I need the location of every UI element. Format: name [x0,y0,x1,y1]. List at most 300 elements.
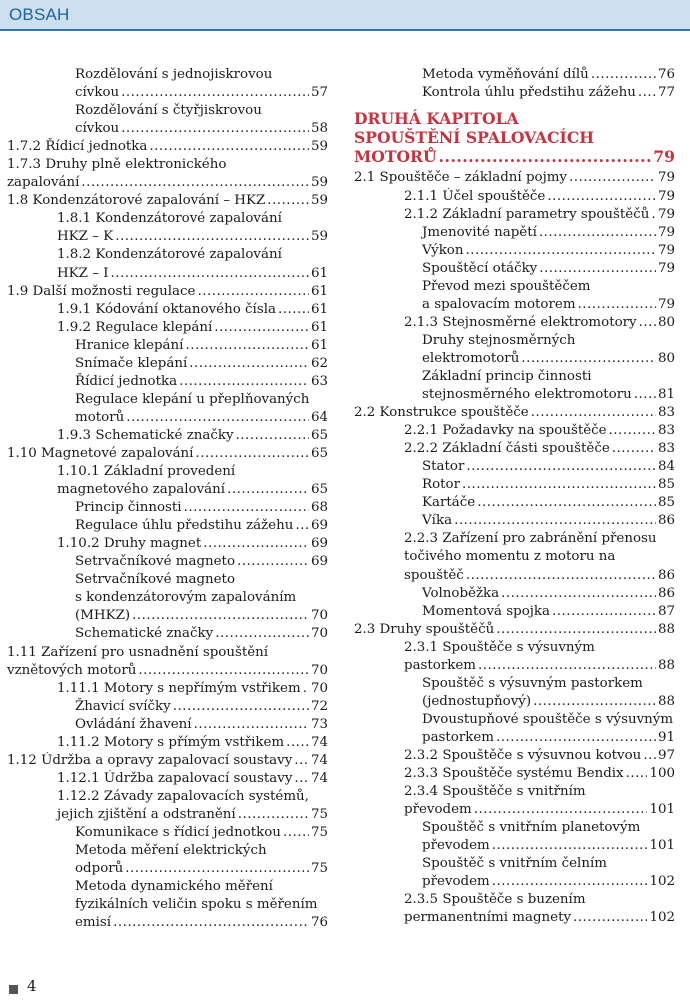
toc-entry[interactable] [354,206,675,224]
toc-entry[interactable] [354,242,675,260]
leader-dots [634,386,656,404]
toc-entry-page: 85 [657,495,675,511]
header-bar [0,0,690,29]
leader-dots [113,914,309,932]
chapter-page-number: 79 [653,146,675,166]
toc-entry-title: Metoda vyměňování dílů [422,67,589,82]
toc-entry [7,644,328,662]
toc-entry[interactable] [354,801,675,819]
leader-dots [474,801,648,819]
chapter-heading-line-1[interactable]: DRUHÁ KAPITOLA [354,109,519,129]
leader-dots [533,693,656,711]
toc-entry[interactable] [7,824,328,842]
toc-entry-title: Ovládání žhavení [75,716,192,732]
toc-entry [7,878,328,896]
toc-entry-title: pastorkem [404,657,477,673]
toc-entry-page: 68 [310,500,328,516]
toc-entry-page: 83 [657,441,675,457]
toc-entry-title: Dvoustupňové spouštěče s výsuvným [422,711,674,727]
toc-entry-page: 59 [310,193,328,209]
toc-entry-page: 79 [657,260,675,276]
leader-dots [439,148,652,167]
toc-left-column [7,66,328,932]
toc-entry [7,391,328,409]
toc-entry-page: 63 [310,373,328,389]
leader-dots [612,440,656,458]
toc-entry[interactable] [354,440,675,458]
toc-entry-page: 91 [657,729,675,745]
toc-entry-title: spouštěč [404,567,464,583]
leader-dots [521,350,656,368]
toc-entry-title: a spalovacím motorem [422,296,576,312]
footer-square-icon [9,985,18,994]
toc-entry [7,66,328,84]
leader-dots [466,242,656,260]
toc-entry-page: 61 [310,319,328,335]
toc-entry-page: 64 [310,409,328,425]
toc-entry-page: 86 [657,513,675,529]
toc-entry-page: 61 [310,301,328,317]
toc-entry[interactable] [354,458,675,476]
toc-entry-page: 69 [310,536,328,552]
toc-entry[interactable] [7,914,328,932]
toc-entry-page: 72 [310,698,328,714]
toc-entry-title: Spouštěč s vnitřním planetovým [422,820,641,836]
toc-entry-title: Druhy stejnosměrných [422,332,576,348]
toc-entry-title: elektromotorů [422,350,520,366]
toc-entry-page: 62 [310,355,328,371]
toc-entry[interactable] [354,729,675,747]
toc-entry-title: Setrvačníkové magneto [75,554,236,570]
chapter-heading-text: MOTORŮ [354,146,437,166]
toc-entry-title: Volnoběžka [422,585,500,601]
toc-entry-page: 57 [310,85,328,101]
leader-dots [149,138,309,156]
toc-entry[interactable] [7,283,328,301]
toc-entry-page: 100 [649,766,675,782]
toc-entry-title: 1.7.3 Druhy plně elektronického [7,157,227,173]
toc-entry-title: 1.12.2 Závady zapalovacích systémů, [57,788,309,804]
toc-entry[interactable] [7,716,328,734]
toc-entry-page: 87 [657,603,675,619]
toc-entry-page: 97 [657,747,675,763]
toc-entry[interactable] [354,765,675,783]
leader-dots [214,319,309,337]
toc-entry-title: Schematické značky [75,626,214,642]
toc-entry-title: stejnosměrného elektromotoru [422,387,632,403]
leader-dots [125,860,309,878]
toc-entry-page: 86 [657,567,675,583]
toc-entry [7,896,328,914]
toc-entry[interactable] [354,314,675,332]
toc-entry-page: 79 [657,188,675,204]
leader-dots [591,66,656,84]
header-divider [0,29,690,31]
leader-dots [227,481,309,499]
leader-dots [283,824,309,842]
leader-dots [115,228,309,246]
toc-entry[interactable] [7,228,328,246]
toc-entry-page: 88 [657,621,675,637]
toc-entry [7,788,328,806]
toc-entry[interactable] [354,386,675,404]
toc-entry-page: 70 [310,680,328,696]
leader-dots [578,296,656,314]
toc-entry-page: 61 [310,283,328,299]
toc-entry[interactable] [7,138,328,156]
toc-entry[interactable] [7,481,328,499]
leader-dots [278,301,309,319]
toc-entry-title: HKZ – K [57,229,114,245]
toc-entry [7,842,328,860]
toc-entry[interactable] [7,770,328,788]
toc-entry[interactable] [354,188,675,206]
leader-dots [496,729,656,747]
toc-entry-title: 1.8 Kondenzátorové zapalování – HKZ [7,193,266,209]
toc-entry[interactable] [7,806,328,824]
toc-entry-title: cívkou [75,121,120,137]
toc-entry-title: Převod mezi spouštěčem [422,278,591,294]
toc-entry-title: 2.3.3 Spouštěče systému Bendix [404,766,624,782]
toc-entry[interactable] [354,512,675,530]
toc-entry[interactable] [354,350,675,368]
toc-entry[interactable] [7,734,328,752]
toc-entry-title: točivého momentu z motoru na [404,549,616,565]
toc-entry[interactable] [354,476,675,494]
toc-entry[interactable] [7,427,328,445]
toc-entry[interactable] [7,174,328,192]
toc-entry-title: Řídicí jednotka [75,373,178,389]
leader-dots [643,747,656,765]
toc-entry[interactable] [354,169,675,187]
toc-entry-title: 1.10.2 Druhy magnet [57,536,202,552]
leader-dots [466,458,656,476]
toc-entry-title: (MHKZ) [75,608,131,624]
toc-entry-title: Spouštěč s vnitřním čelním [422,856,607,872]
toc-entry-title: Snímače klepání [75,355,188,371]
toc-entry[interactable] [354,494,675,512]
toc-entry[interactable] [7,752,328,770]
toc-entry-title: 2.1.1 Účel spouštěče [404,188,546,204]
toc-entry-title: s kondenzátorovým zapalováním [75,590,297,606]
leader-dots [267,192,309,210]
toc-entry-title: 2.3.5 Spouštěče s buzením [404,892,586,908]
leader-dots [573,909,647,927]
leader-dots [195,445,308,463]
toc-entry [354,368,675,386]
toc-entry-title: Momentová spojka [422,603,551,619]
toc-entry-page: 76 [310,915,328,931]
toc-entry [354,548,675,566]
toc-entry-title: 2.1.3 Stejnosměrné elektromotory [404,314,637,330]
toc-entry-title: Metoda dynamického měření [75,879,273,895]
toc-entry-page: 88 [657,657,675,673]
toc-entry-title: Rozdělování s jednojiskrovou [75,67,273,82]
toc-entry [354,639,675,657]
toc-entry-page: 77 [657,85,675,101]
leader-dots [501,585,656,603]
toc-entry-title: převodem [422,874,490,890]
toc-entry[interactable] [354,585,675,603]
toc-entry[interactable] [7,662,328,680]
toc-entry[interactable] [354,224,675,242]
leader-dots [531,404,656,422]
toc-entry[interactable] [7,535,328,553]
toc-entry-title: Komunikace s řídicí jednotkou [75,824,281,840]
toc-entry [7,102,328,120]
toc-entry-page: 61 [310,265,328,281]
leader-dots [179,373,309,391]
leader-dots [126,409,309,427]
leader-dots [189,355,309,373]
toc-entry-title: 2.2.3 Zařízení pro zabránění přenosu [404,531,657,547]
leader-dots [539,224,656,242]
toc-entry[interactable] [7,373,328,391]
toc-entry [354,891,675,909]
leader-dots [81,174,309,192]
toc-entry-page: 80 [657,350,675,366]
toc-entry-title: Kartáče [422,495,476,511]
toc-entry-page: 85 [657,477,675,493]
toc-entry [354,855,675,873]
toc-entry-page: 79 [657,170,675,186]
toc-entry-page: 75 [310,806,328,822]
toc-entry-title: 2.3.4 Spouštěče s vnitřním [404,784,586,800]
toc-entry-page: 75 [310,824,328,840]
leader-dots [184,499,309,517]
leader-dots [294,770,309,788]
leader-dots [294,752,309,770]
toc-entry[interactable] [7,120,328,138]
leader-dots [547,188,656,206]
toc-entry-page: 73 [310,716,328,732]
toc-entry [354,783,675,801]
toc-entry-title: Metoda měření elektrických [75,843,267,859]
toc-entry-title: 1.9 Další možnosti regulace [7,283,196,299]
toc-entry-title: převodem [422,838,490,854]
toc-entry-title: 2.2.1 Požadavky na spouštěče [404,423,607,439]
leader-dots [496,621,656,639]
toc-entry [7,571,328,589]
leader-dots [238,806,309,824]
toc-entry-title: Stator [422,459,465,475]
toc-entry-page: 101 [649,838,675,854]
toc-entry-page: 88 [657,693,675,709]
toc-entry[interactable] [7,860,328,878]
toc-entry-title: 2.3.1 Spouštěče s výsuvným [404,639,595,655]
toc-entry[interactable] [354,657,675,675]
toc-entry[interactable] [7,355,328,373]
toc-entry-title: Rotor [422,477,460,493]
toc-right-column [354,66,675,927]
toc-entry [7,156,328,174]
toc-entry-page: 79 [657,206,675,222]
toc-entry-title: Spouštěč s výsuvným pastorkem [422,675,643,691]
leader-dots [132,607,309,625]
toc-entry[interactable] [354,747,675,765]
toc-entry[interactable] [7,409,328,427]
toc-entry-title: Rozdělování s čtyřjiskrovou [75,103,262,119]
toc-entry [354,278,675,296]
toc-entry-title: vznětových motorů [7,662,137,678]
toc-entry-page: 76 [657,67,675,82]
toc-entry [7,210,328,228]
toc-entry-title: 2.3 Druhy spouštěčů [354,621,495,637]
toc-entry-page: 83 [657,423,675,439]
leader-dots [295,517,309,535]
toc-entry-page: 79 [657,242,675,258]
toc-entry[interactable] [354,404,675,422]
toc-entry[interactable] [7,192,328,210]
leader-dots [236,427,309,445]
toc-entry [354,675,675,693]
toc-entry-page: 84 [657,459,675,475]
toc-entry[interactable] [354,66,675,84]
toc-entry [7,246,328,264]
toc-entry-title: 1.7.2 Řídicí jednotka [7,139,148,155]
toc-entry[interactable] [354,621,675,639]
toc-entry-page: 86 [657,585,675,601]
leader-dots [121,84,309,102]
toc-entry [354,819,675,837]
toc-entry[interactable] [354,837,675,855]
leader-dots [454,512,656,530]
toc-entry[interactable] [7,265,328,283]
toc-entry-page: 79 [657,224,675,240]
toc-entry-title: pastorkem [422,729,495,745]
toc-entry-title: magnetového zapalování [57,482,226,498]
leader-dots [121,120,309,138]
toc-entry[interactable] [354,84,675,102]
toc-entry-title: 1.11.1 Motory s nepřímým vstřikem [57,680,301,696]
toc-entry-title: 1.12.1 Údržba zapalovací soustavy [57,770,293,786]
toc-entry-title: Výkon [422,242,464,258]
chapter-heading-line-2[interactable]: SPOUŠTĚNÍ SPALOVACÍCH [354,127,594,147]
toc-entry-title: Regulace úhlu předstihu zážehu [75,518,294,534]
leader-dots [237,553,309,571]
toc-entry-page: 75 [310,861,328,877]
toc-entry-title: 1.10 Magnetové zapalování [7,445,194,461]
toc-entry-title: 1.9.2 Regulace klepání [57,319,213,335]
toc-entry-page: 61 [310,337,328,353]
toc-entry[interactable] [7,337,328,355]
leader-dots [477,494,656,512]
leader-dots [173,698,309,716]
toc-entry-title: Princip činnosti [75,500,182,516]
toc-entry[interactable] [7,698,328,716]
toc-entry[interactable] [354,422,675,440]
toc-entry-page: 102 [649,874,675,890]
toc-entry[interactable] [7,517,328,535]
toc-entry-page: 69 [310,518,328,534]
leader-dots [203,535,309,553]
leader-dots [138,662,309,680]
toc-entry-title: Žhavicí svíčky [75,698,171,714]
toc-entry-title: emisí [75,915,112,931]
toc-entry [354,332,675,350]
toc-entry[interactable] [354,260,675,278]
toc-entry[interactable] [7,499,328,517]
toc-entry-title: 2.1 Spouštěče – základní pojmy [354,170,567,186]
toc-entry-title: 1.8.1 Kondenzátorové zapalování [57,211,282,227]
toc-entry-title: 1.9.1 Kódování oktanového čísla [57,301,276,317]
toc-entry[interactable] [7,445,328,463]
leader-dots [197,283,308,301]
toc-entry-title: Spouštěcí otáčky [422,260,538,276]
toc-entry-page: 65 [310,445,328,461]
toc-entry [354,530,675,548]
toc-entry-page: 69 [310,554,328,570]
toc-entry[interactable] [354,693,675,711]
leader-dots [194,716,309,734]
toc-entry-title: 2.2 Konstrukce spouštěče [354,405,529,421]
page-number: 4 [27,977,37,995]
toc-entry-page: 81 [657,387,675,403]
toc-entry[interactable] [7,553,328,571]
leader-dots [185,337,309,355]
toc-entry[interactable] [354,909,675,927]
leader-dots [303,680,309,698]
leader-dots [639,314,656,332]
toc-entry-page: 102 [649,910,675,926]
toc-entry-page: 83 [657,405,675,421]
leader-dots [215,625,309,643]
toc-entry[interactable] [7,319,328,337]
toc-entry-page: 59 [310,229,328,245]
page-header-title: OBSAH [9,5,70,24]
toc-entry-title: Kontrola úhlu předstihu zážehu [422,85,636,101]
toc-entry-title: zapalování [7,175,80,191]
leader-dots [492,873,648,891]
leader-dots [609,422,656,440]
toc-entry-title: motorů [75,409,125,425]
toc-entry-page: 74 [310,770,328,786]
toc-entry-title: HKZ – I [57,265,109,281]
toc-entry[interactable] [354,567,675,585]
toc-entry[interactable] [354,873,675,891]
chapter-heading-line-3[interactable] [354,148,675,167]
toc-entry[interactable] [354,603,675,621]
toc-entry-page: 74 [310,734,328,750]
toc-entry[interactable] [7,301,328,319]
toc-entry-title: Jmenovité napětí [422,224,537,240]
toc-entry[interactable] [7,625,328,643]
toc-entry[interactable] [354,296,675,314]
toc-entry[interactable] [7,607,328,625]
toc-entry-title: 2.3.2 Spouštěče s výsuvnou kotvou [404,747,642,763]
toc-entry-title: (jednostupňový) [422,693,532,709]
toc-entry [7,463,328,481]
toc-entry-page: 70 [310,626,328,642]
toc-entry-title: jejich zjištění a odstranění [57,806,236,822]
leader-dots [552,603,656,621]
toc-entry-page: 65 [310,427,328,443]
toc-entry-title: 1.8.2 Kondenzátorové zapalování [57,247,282,263]
toc-entry [354,711,675,729]
leader-dots [569,169,656,187]
toc-entry-title: 2.2.2 Základní části spouštěče [404,441,610,457]
toc-entry[interactable] [7,84,328,102]
toc-entry[interactable] [7,680,328,698]
leader-dots [478,657,656,675]
toc-entry-title: odporů [75,861,124,877]
toc-entry-page: 59 [310,175,328,191]
toc-entry-title: permanentními magnety [404,910,572,926]
toc-entry-title: fyzikálních veličin spoku s měřením [75,897,318,913]
leader-dots [492,837,648,855]
toc-entry-page: 74 [310,752,328,768]
toc-entry-page: 70 [310,608,328,624]
